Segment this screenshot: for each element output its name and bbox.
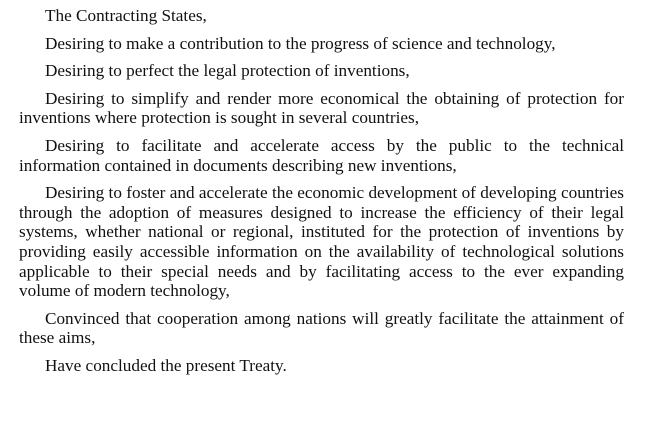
paragraph-legal-protection: Desiring to perfect the legal protection of inventions, (45, 61, 410, 81)
paragraph-technical-information: Desiring to facilitate and accelerate access by the public to the technical information contained in documents describing new inventions, (19, 135, 624, 175)
paragraph-concluded-treaty: Have concluded the present Treaty. (45, 355, 287, 375)
paragraph-contracting-states: The Contracting States, (45, 6, 207, 25)
paragraph-simplify-protection: Desiring to simplify and render more economical the obtaining of protection for inventions where protection is sought in several countries, (19, 88, 624, 128)
paragraph-science-technology: Desiring to make a contribution to the progress of science and technology, (45, 33, 556, 53)
paragraph-cooperation: Convinced that cooperation among nations will greatly facilitate the attainment of these aims, (19, 308, 624, 348)
paragraph-developing-countries: Desiring to foster and accelerate the economic development of developing countries through the adoption of measures designed to increase the efficiency of their legal systems, whether national or regional, instituted for the protection of inventions by providing easily accessible information on the availability of technological solutions applicable to their special needs and by facilitating access to the ever expanding volume of modern technology, (19, 183, 624, 301)
